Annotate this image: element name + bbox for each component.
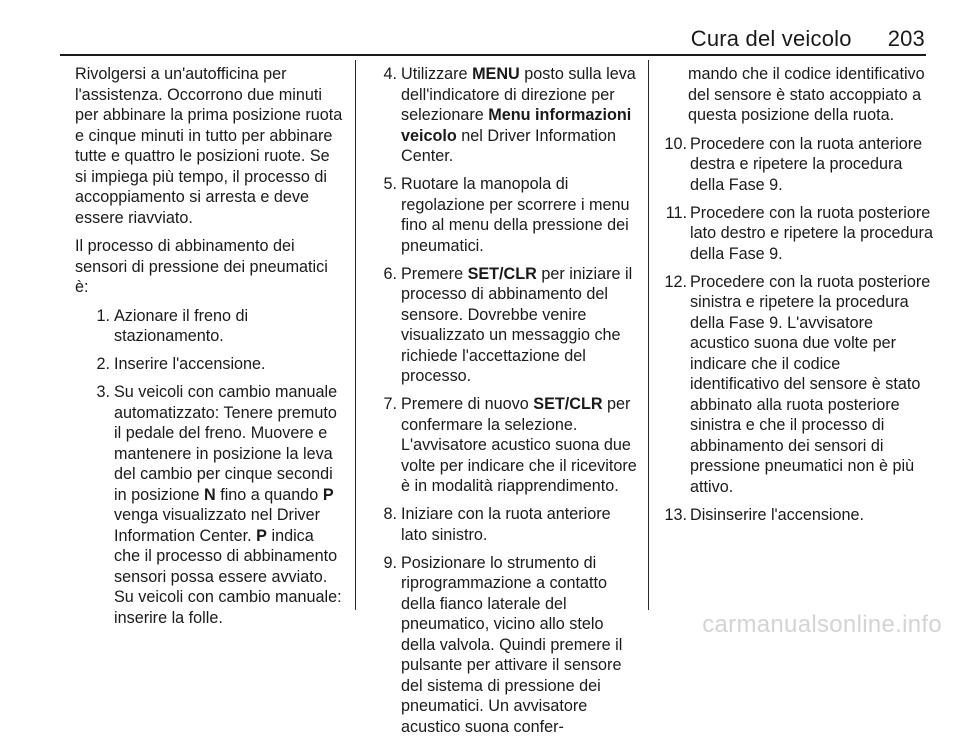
- column-divider-1: [355, 60, 356, 610]
- step-text: Posizionare lo strumento di riprogrammazione a contatto della fianco laterale del pneumatico, vicino allo stelo della valvola. Quindi premere il pulsante per attivare il sensore del sistema di pressione dei pneumatici. Un avvisatore acustico suona confer-: [401, 553, 623, 736]
- header-rule: [60, 54, 926, 56]
- section-title: Cura del veicolo: [690, 26, 852, 51]
- step-number: 1.: [96, 306, 110, 325]
- step-text: Utilizzare MENU posto sulla leva dell'indicatore di direzione per selezionare Menu informazioni veicolo nel Driver Information Center.: [401, 65, 636, 165]
- gear-p-indicator: P: [256, 526, 267, 545]
- step-number: 7.: [383, 395, 397, 413]
- list-item: [665, 203, 933, 265]
- page-header: [691, 26, 925, 52]
- watermark: carmanualsonline.info: [702, 611, 942, 638]
- list-item: [375, 264, 637, 387]
- page-number: 203: [887, 26, 925, 51]
- step-number: 10.: [664, 134, 687, 153]
- step-note: Su veicoli con cambio manuale: inserire la folle.: [114, 588, 342, 627]
- list-item: [375, 504, 637, 545]
- column-3: [665, 64, 933, 533]
- step-number: 5.: [383, 175, 397, 193]
- menu-key: MENU: [472, 65, 520, 83]
- intro-paragraph: Rivolgersi a un'autofficina per l'assistenza. Occorrono due minuti per abbinare la prima posizione ruota e cinque minuti in tutto per abbinare tutte e quattro le posizioni ruote. Se si impiega più tempo, il processo di accoppiamento si arresta e deve essere riavviato.: [75, 65, 343, 227]
- column-divider-2: [648, 60, 649, 610]
- steps-list: [665, 134, 933, 526]
- step-text: Su veicoli con cambio manuale automatizzato: Tenere premuto il pedale del freno. Muovere e mantenere in posizione la leva del cambio per cinque secondi in posizione N fino a quando P venga visualizzato nel Driver Information Center. P indica che il processo di abbinamento sensori possa essere avviato.: [114, 383, 338, 586]
- list-item: [665, 505, 933, 526]
- step-continuation: mando che il codice identificativo del sensore è stato accoppiato a questa posizione della ruota.: [688, 65, 925, 124]
- step-text: Iniziare con la ruota anteriore lato sinistro.: [401, 505, 611, 544]
- list-item: [375, 64, 637, 167]
- gear-n: N: [204, 485, 216, 504]
- lead-paragraph: Il processo di abbinamento dei sensori di pressione dei pneumatici è:: [75, 237, 328, 296]
- step-number: 11.: [665, 203, 687, 222]
- step-text: Premere di nuovo SET/CLR per confermare la selezione. L'avvisatore acustico suona due volte per indicare che il ricevitore è in modalità riapprendimento.: [401, 395, 637, 495]
- list-item: [88, 306, 343, 347]
- list-item: [665, 272, 933, 498]
- list-item: [665, 134, 933, 196]
- step-number: 4.: [383, 65, 397, 83]
- step-number: 9.: [383, 553, 397, 572]
- list-item: [375, 553, 637, 738]
- list-item: [375, 394, 637, 497]
- list-item: [88, 382, 343, 628]
- step-number: 13.: [664, 505, 687, 524]
- column-1: [75, 64, 343, 636]
- step-number: 8.: [383, 505, 397, 523]
- set-clr-key: SET/CLR: [533, 395, 603, 413]
- menu-option: Menu informazioni veicolo: [401, 106, 632, 145]
- step-text: Premere SET/CLR per iniziare il processo di abbinamento del sensore. Dovrebbe venire visualizzato un messaggio che richiede l'accettazione del processo.: [401, 264, 633, 385]
- step-text: Procedere con la ruota posteriore sinistra e ripetere la procedura della Fase 9. L'avvisatore acustico suona due volte per indicare che il codice identificativo del sensore è stato abbinato alla ruota posteriore sinistra e che il processo di abbinamento dei sensori di pressione pneumatici non è più attivo.: [690, 272, 931, 496]
- gear-p: P: [322, 485, 334, 504]
- step-text: Procedere con la ruota anteriore destra e ripetere la procedura della Fase 9.: [690, 134, 923, 194]
- step-text: Disinserire l'accensione.: [690, 505, 865, 524]
- set-clr-key: SET/CLR: [467, 264, 537, 283]
- step-number: 6.: [383, 264, 397, 283]
- step-number: 3.: [96, 383, 110, 401]
- column-2: [375, 64, 637, 745]
- step-number: 2.: [96, 355, 110, 373]
- steps-list: [375, 64, 637, 737]
- step-text: Inserire l'accensione.: [114, 355, 266, 373]
- step-text: Procedere con la ruota posteriore lato destro e ripetere la procedura della Fase 9.: [690, 203, 933, 263]
- step-text: Azionare il freno di stazionamento.: [114, 306, 249, 345]
- list-item: [375, 174, 637, 256]
- steps-list: [88, 306, 343, 629]
- list-item: [88, 354, 343, 375]
- step-text: Ruotare la manopola di regolazione per scorrere i menu fino al menu della pressione dei pneumatici.: [401, 175, 630, 255]
- step-number: 12.: [664, 272, 687, 291]
